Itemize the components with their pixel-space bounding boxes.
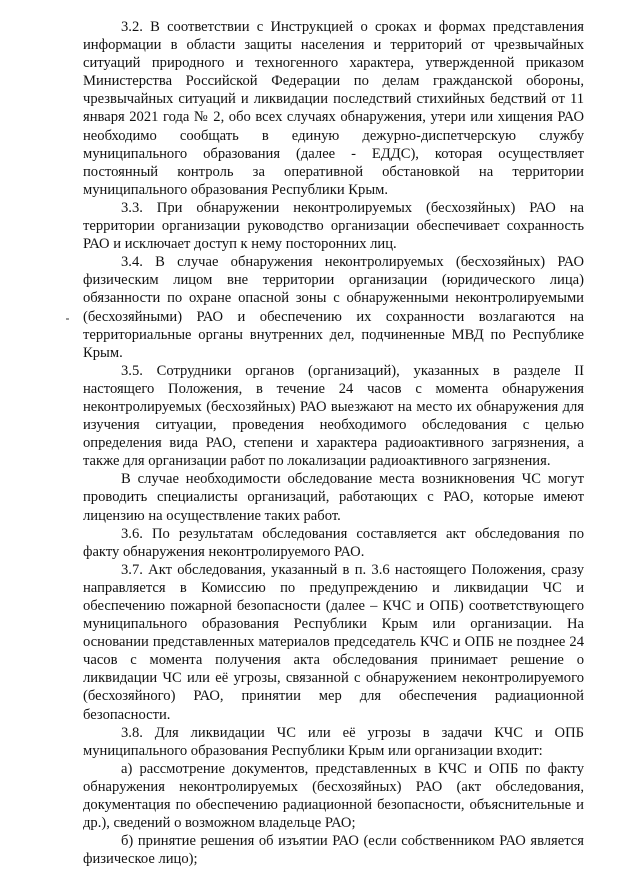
list-item-a: а) рассмотрение документов, представленных в КЧС и ОПБ по факту обнаружения неконтролируемых (бесхозяйных) РАО (акт обследования, документация по обеспечению радиационной безопасности, объяснительные и др.), сведений о возможном владельце РАО; bbox=[83, 760, 584, 832]
list-item-b: б) принятие решения об изъятии РАО (если собственником РАО является физическое лицо); bbox=[83, 833, 584, 868]
scan-mark bbox=[66, 318, 69, 320]
paragraph-3-7: 3.7. Акт обследования, указанный в п. 3.6 настоящего Положения, сразу направляется в Комиссию по предупреждению и ликвидации ЧС и обеспечению пожарной безопасности (далее – КЧС и ОПБ) соответствующего муниципального образования Республики Крым или организации. На основании представленных материалов председатель КЧС и ОПБ не позднее 24 часов с момента получения акта обследования принимает решение о ликвидации ЧС или её угрозы, связанной с обнаружением неконтролируемого (бесхозяйного) РАО, принятии мер для обеспечения радиационной безопасности. bbox=[83, 561, 584, 723]
paragraph-3-6: 3.6. По результатам обследования составляется акт обследования по факту обнаружения неконтролируемого РАО. bbox=[83, 525, 584, 560]
paragraph-3-2: 3.2. В соответствии с Инструкцией о сроках и формах представления информации в области защиты населения и территорий от чрезвычайных ситуаций природного и техногенного характера, утвержденной приказом Министерства Российской Федерации по делам гражданской обороны, чрезвычайных ситуаций и ликвидации последствий стихийных бедствий от 11 января 2021 года № 2, обо всех случаях обнаружения, утери или хищения РАО необходимо сообщать в единую дежурно-диспетчерскую службу муниципального образования (далее - ЕДДС), которая осуществляет постоянный контроль за оперативной обстановкой на территории муниципального образования Республики Крым. bbox=[83, 19, 584, 198]
paragraph-3-3: 3.3. При обнаружении неконтролируемых (бесхозяйных) РАО на территории организации руководство организации обеспечивает сохранность РАО и исключает доступ к нему посторонних лиц. bbox=[83, 199, 584, 253]
paragraph-3-8: 3.8. Для ликвидации ЧС или её угрозы в задачи КЧС и ОПБ муниципального образования Республики Крым или организации входит: bbox=[83, 724, 584, 759]
paragraph-3-4: 3.4. В случае обнаружения неконтролируемых (бесхозяйных) РАО физическим лицом вне территории организации (юридического лица) обязанности по охране опасной зоны с обнаруженными неконтролируемыми (бесхозяйными) РАО и обеспечению их сохранности возлагаются на территориальные органы внутренних дел, подчиненные МВД по Республике Крым. bbox=[83, 254, 584, 361]
paragraph-3-5-continued: В случае необходимости обследование места возникновения ЧС могут проводить специалисты организаций, работающих с РАО, которые имеют лицензию на осуществление таких работ. bbox=[83, 471, 584, 524]
paragraph-3-5: 3.5. Сотрудники органов (организаций), указанных в разделе II настоящего Положения, в течение 24 часов с момента обнаружения неконтролируемых (бесхозяйных) РАО выезжают на место их обнаружения для изучения ситуации, проведения необходимого обследования с целью определения вида РАО, степени и характера радиоактивного загрязнения, а также для организации работ по локализации радиоактивного загрязнения. bbox=[83, 362, 584, 470]
